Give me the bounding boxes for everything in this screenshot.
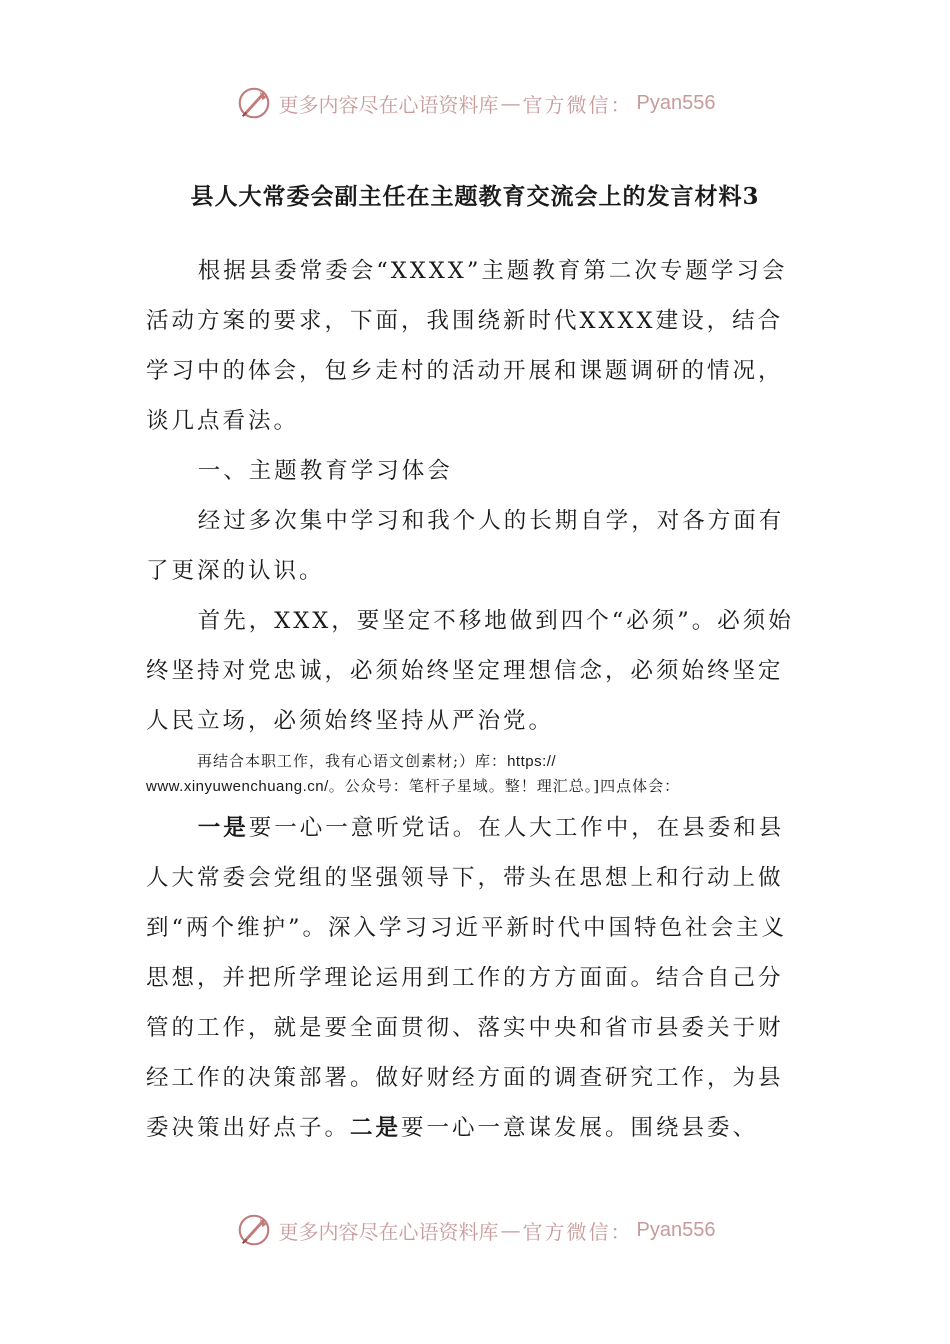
- paragraph-four-musts: 首先，XXX，要坚定不移地做到四个“必须”。必须始终坚持对党忠诚，必须始终坚定理想信念，必须始终坚定人民立场，必须始终坚持从严治党。: [146, 608, 794, 734]
- point-one-lead: 一是: [197, 815, 249, 841]
- banner-main-text: 更多内容尽在心语资料库: [278, 92, 499, 117]
- footer-banner: [0, 1208, 950, 1252]
- source-note: [146, 749, 806, 799]
- paragraph-points: [146, 803, 806, 1153]
- pen-logo-icon: [235, 1211, 273, 1249]
- banner-contact-id: Pyan556: [636, 91, 716, 114]
- note-text-b: 。公众号：笔杆子星域。整！理汇总。]四点体会：: [328, 777, 681, 795]
- document-title: 县人大常委会副主任在主题教育交流会上的发言材料3: [190, 183, 760, 210]
- point-two-text: 要一心一意谋发展。围绕县委、: [401, 1115, 759, 1141]
- header-banner: [0, 81, 950, 125]
- point-one-text: 要一心一意听党话。在人大工作中，在县委和县人大常委会党组的坚强领导下，带头在思想上和行动上做到“两个维护”。深入学习习近平新时代中国特色社会主义思想，并把所学理论运用到工作的方方面面。结合自己分管的工作，就是要全面贯彻、落实中央和省市县委关于财经工作的决策部署。做好财经方面的调查研究工作，为县委决策出好点子。: [146, 815, 788, 1141]
- footer-contact-id: Pyan556: [636, 1218, 716, 1241]
- note-text-a: 再结合本职工作，我有心语文创素材;）库：: [197, 752, 508, 770]
- note-url-a: https://: [507, 753, 557, 770]
- note-url-b: www.xinyuwenchuang.cn/: [146, 778, 329, 795]
- footer-main-text: 更多内容尽在心语资料库: [278, 1219, 499, 1244]
- footer-dash: —: [500, 1218, 521, 1242]
- banner-contact-label: 官方微信：: [522, 92, 633, 117]
- paragraph-intro: 根据县委常委会“XXXX”主题教育第二次专题学习会活动方案的要求，下面，我围绕新时代XXXX建设，结合学习中的体会，包乡走村的活动开展和课题调研的情况，谈几点看法。: [146, 258, 788, 434]
- banner-dash: —: [500, 91, 521, 115]
- section-heading: 一、主题教育学习体会: [197, 458, 453, 484]
- pen-logo-icon: [235, 84, 273, 122]
- document-body: [146, 246, 806, 1153]
- footer-contact-label: 官方微信：: [522, 1219, 633, 1244]
- point-two-lead: 二是: [350, 1115, 402, 1141]
- paragraph-understanding: 经过多次集中学习和我个人的长期自学，对各方面有了更深的认识。: [146, 508, 785, 584]
